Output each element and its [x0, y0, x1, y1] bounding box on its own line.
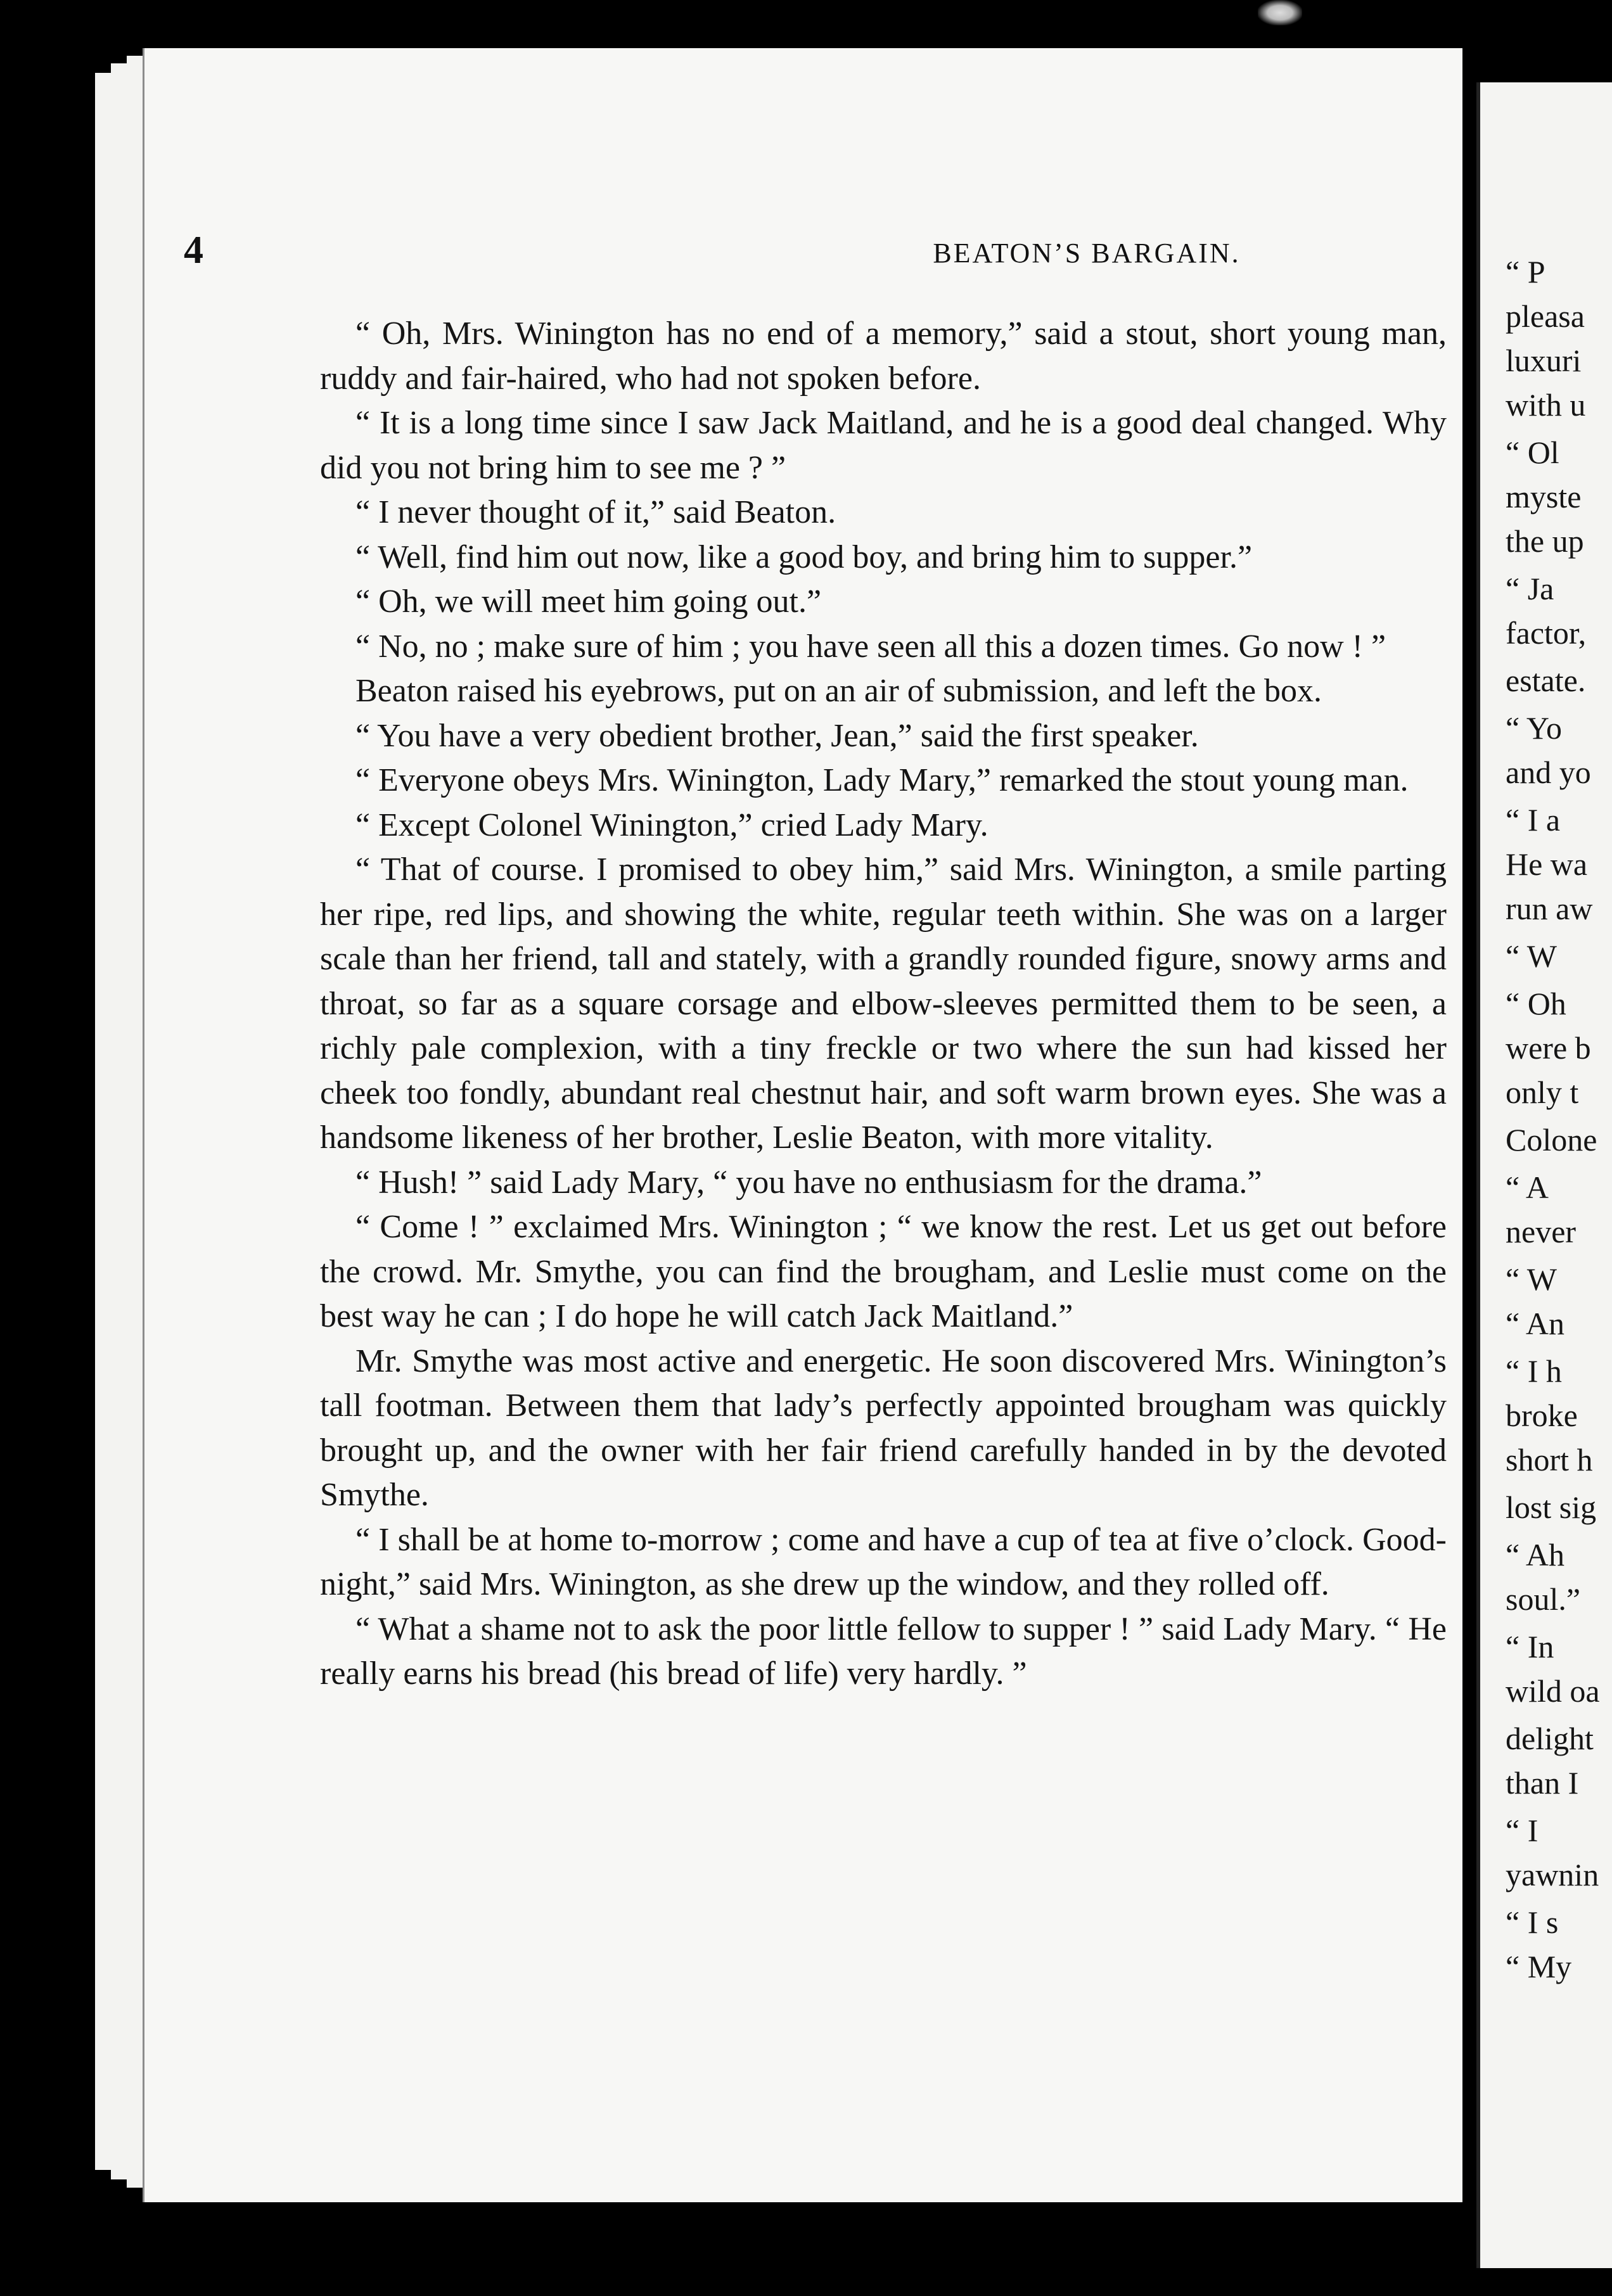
paragraph: “ Oh, Mrs. Winington has no end of a memory,” said a stout, short young man, ruddy and fair-haired, who had not spoken before.: [320, 316, 1447, 397]
facing-page-line: pleasa: [1506, 298, 1585, 334]
page-blemish: [1258, 0, 1302, 25]
facing-page-line: He wa: [1506, 846, 1588, 882]
facing-page-line: broke: [1506, 1398, 1578, 1433]
paragraph: “ Oh, we will meet him going out.”: [355, 584, 822, 620]
facing-page-line: “ Ah: [1506, 1537, 1565, 1572]
facing-page-line: were b: [1506, 1030, 1591, 1066]
facing-page-line: “ Yo: [1506, 710, 1562, 746]
facing-page-line: and yo: [1506, 755, 1591, 790]
paragraph: “ No, no ; make sure of him ; you have seen all this a dozen times. Go now ! ”: [355, 628, 1386, 665]
facing-page-line: estate.: [1506, 663, 1586, 698]
facing-page-line: never: [1506, 1214, 1577, 1249]
facing-page-line: “ I h: [1506, 1353, 1562, 1389]
facing-page-line: “ My: [1506, 1949, 1572, 1984]
facing-page-line: “ I: [1506, 1813, 1538, 1848]
facing-page-line: than I: [1506, 1765, 1579, 1801]
paragraph: “ You have a very obedient brother, Jean,” said the first speaker.: [355, 717, 1199, 754]
facing-page-line: yawnin: [1506, 1857, 1599, 1892]
facing-page-line: only t: [1506, 1075, 1579, 1110]
facing-page: [1476, 82, 1612, 2268]
facing-page-line: “ Ol: [1506, 435, 1559, 470]
paragraph: “ What a shame not to ask the poor little fellow to supper ! ” said Lady Mary. “ He really earns his bread (his bread of life) very hardly. ”: [320, 1610, 1447, 1692]
facing-page-line: the up: [1506, 523, 1584, 559]
facing-page-line: “ Ja: [1506, 571, 1554, 606]
paragraph: “ That of course. I promised to obey him,” said Mrs. Winington, a smile parting her ripe, red lips, and showing the white, regular teeth within. She was on a larger scale than her friend, tall and stately, with a grandly rounded figure, snowy arms and throat, so far as a square corsage and elbow-sleeves permitted them to be seen, a richly pale complexion, with a tiny freckle or two where the sun had kissed her cheek too fondly, abundant real chestnut hair, and soft warm brown eyes. She was a handsome likeness of her brother, Leslie Beaton, with more vitality.: [320, 851, 1447, 1156]
paragraph: Mr. Smythe was most active and energetic. He soon discovered Mrs. Winington’s tall footman. Between them that lady’s perfectly appointed brougham was quickly brought up, and the owner with her fair friend carefully handed in by the devoted Smythe.: [320, 1343, 1447, 1513]
page-header: [184, 228, 1612, 279]
paragraph: “ Everyone obeys Mrs. Winington, Lady Mary,” remarked the stout young man.: [355, 762, 1409, 798]
body-text: [320, 312, 1447, 1697]
paragraph: “ Hush! ” said Lady Mary, “ you have no enthusiasm for the drama.”: [355, 1164, 1262, 1201]
facing-page-line: factor,: [1506, 615, 1587, 651]
paragraph: “ Except Colonel Winington,” cried Lady Mary.: [355, 807, 988, 843]
facing-page-line: “ W: [1506, 1261, 1557, 1297]
facing-page-line: “ W: [1506, 938, 1557, 974]
facing-page-line: “ Oh: [1506, 986, 1566, 1021]
paragraph: “ I never thought of it,” said Beaton.: [355, 494, 836, 530]
page-number: 4: [184, 229, 203, 272]
facing-page-line: “ P: [1506, 254, 1545, 290]
running-head: BEATON’S BARGAIN.: [933, 238, 1241, 269]
facing-page-line: “ In: [1506, 1629, 1554, 1664]
paragraph: “ Come ! ” exclaimed Mrs. Winington ; “ we know the rest. Let us get out before the crowd. Mr. Smythe, you can find the brougham, and Leslie must come on the best way he can ; I do hope he will catch Jack Maitland.”: [320, 1209, 1447, 1334]
facing-page-line: Colone: [1506, 1122, 1597, 1158]
facing-page-line: run aw: [1506, 891, 1593, 926]
paragraph: Beaton raised his eyebrows, put on an air of submission, and left the box.: [355, 673, 1322, 709]
facing-page-line: luxuri: [1506, 343, 1582, 378]
facing-page-line: “ A: [1506, 1170, 1549, 1205]
facing-page-line: delight: [1506, 1721, 1594, 1756]
paragraph: “ I shall be at home to-morrow ; come and have a cup of tea at five o’clock. Good-night,” said Mrs. Winington, as she drew up the window, and they rolled off.: [320, 1521, 1447, 1602]
facing-page-line: lost sig: [1506, 1489, 1597, 1525]
facing-page-line: “ I a: [1506, 802, 1561, 838]
paragraph: “ It is a long time since I saw Jack Maitland, and he is a good deal changed. Why did you not bring him to see me ? ”: [320, 405, 1447, 486]
facing-page-line: myste: [1506, 479, 1582, 514]
facing-page-line: with u: [1506, 387, 1586, 423]
facing-page-line: short h: [1506, 1442, 1593, 1477]
facing-page-line: “ I s: [1506, 1904, 1559, 1940]
paragraph: “ Well, find him out now, like a good boy, and bring him to supper.”: [355, 539, 1253, 575]
facing-page-line: wild oa: [1506, 1673, 1600, 1709]
facing-page-line: soul.”: [1506, 1581, 1581, 1617]
facing-page-line: “ An: [1506, 1306, 1565, 1341]
